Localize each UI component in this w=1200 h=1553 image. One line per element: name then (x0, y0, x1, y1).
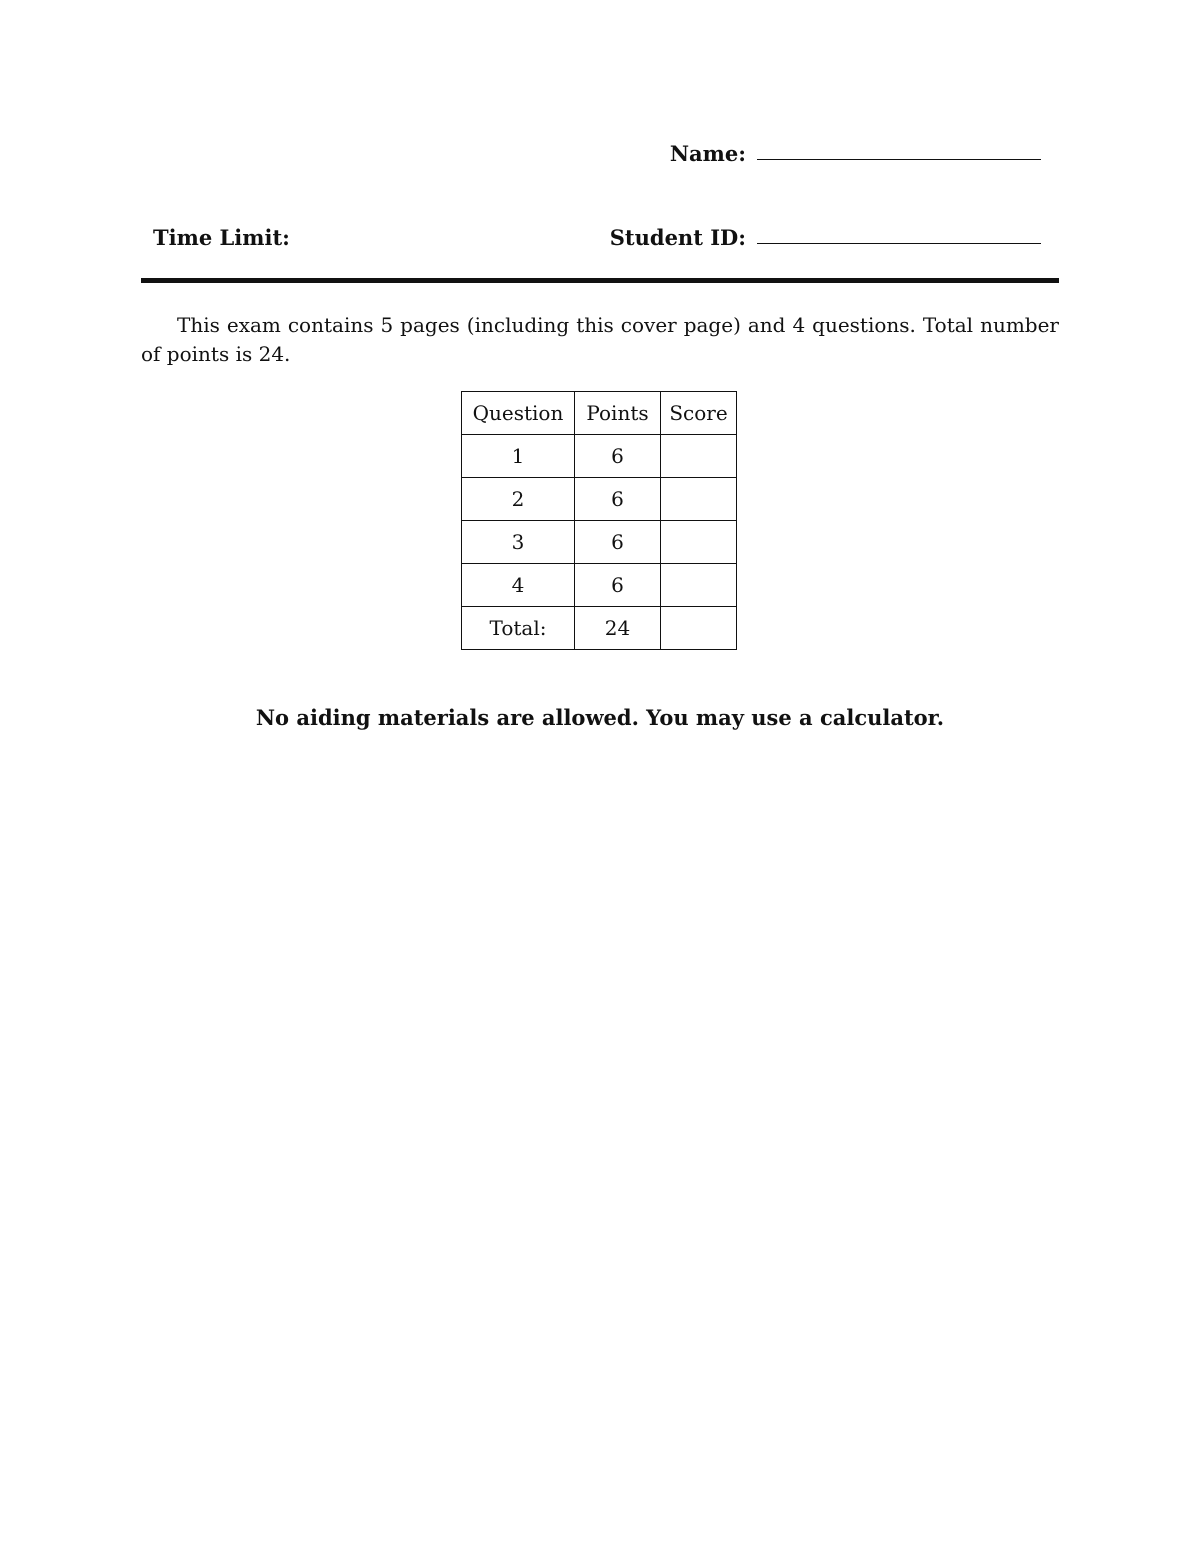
name-field[interactable] (757, 159, 1041, 160)
points-cell: 6 (575, 478, 661, 521)
score-cell[interactable] (661, 478, 737, 521)
grade-table (461, 391, 737, 650)
question-number-cell: 4 (462, 564, 575, 607)
student-id-label: Student ID: (609, 225, 746, 250)
column-header-question: Question (462, 392, 575, 435)
exam-intro-text: This exam contains 5 pages (including this cover page) and 4 questions. Total number of points is 24. (141, 313, 1059, 366)
total-label-cell: Total: (462, 607, 575, 650)
question-number-cell: 3 (462, 521, 575, 564)
points-cell: 6 (575, 435, 661, 478)
exam-rules-notice: No aiding materials are allowed. You may use a calculator. (255, 705, 945, 730)
time-limit-label: Time Limit: (153, 225, 290, 250)
table-row (462, 435, 737, 478)
table-row (462, 478, 737, 521)
question-number-cell: 1 (462, 435, 575, 478)
score-cell[interactable] (661, 435, 737, 478)
question-number-cell: 2 (462, 478, 575, 521)
header-divider (141, 278, 1059, 283)
column-header-points: Points (575, 392, 661, 435)
name-label: Name: (669, 141, 746, 166)
table-row (462, 564, 737, 607)
total-row (462, 607, 737, 650)
score-cell[interactable] (661, 521, 737, 564)
score-cell[interactable] (661, 564, 737, 607)
grade-table-header-row (462, 392, 737, 435)
total-score-cell[interactable] (661, 607, 737, 650)
student-id-field[interactable] (757, 243, 1041, 244)
column-header-score: Score (661, 392, 737, 435)
points-cell: 6 (575, 521, 661, 564)
table-row (462, 521, 737, 564)
points-cell: 6 (575, 564, 661, 607)
total-points-cell: 24 (575, 607, 661, 650)
